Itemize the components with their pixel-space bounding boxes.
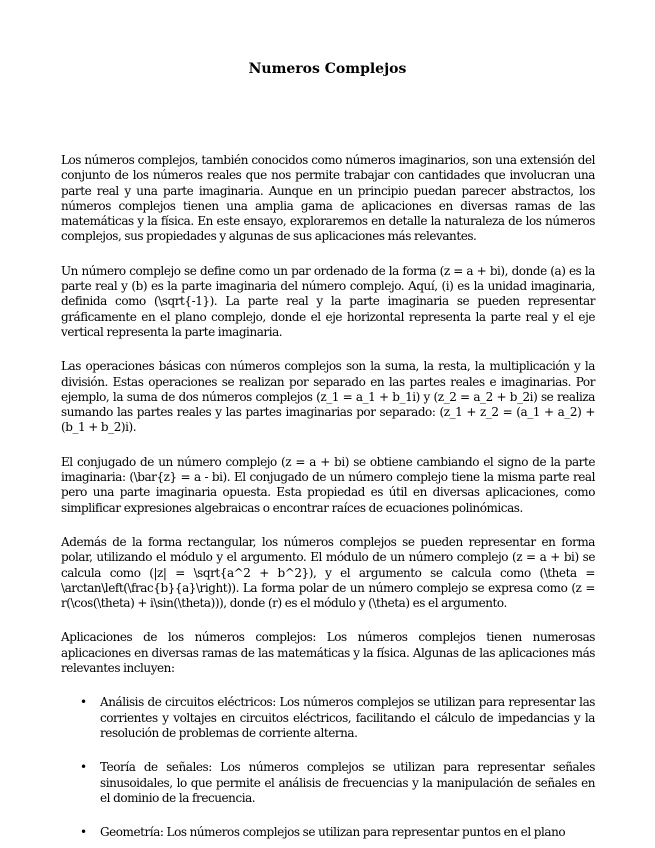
paragraph-intro: Los números complejos, también conocidos como números imaginarios, son una extensión del conjunto de los números reales que nos permite trabajar con cantidades que involucran una parte real y una parte imaginaria. Aunque en un principio puedan parecer abstractos, los números complejos tienen una amplia gama de aplicaciones en diversas ramas de las matemáticas y la física. En este ensayo, exploraremos en detalle la naturaleza de los números complejos, sus propiedades y algunas de sus aplicaciones más relevantes. — [61, 153, 595, 244]
bullet-icon: • — [80, 825, 87, 840]
list-item-signals — [61, 760, 595, 806]
bullet-icon: • — [80, 760, 87, 775]
paragraph-polar-form: Además de la forma rectangular, los números complejos se pueden representar en forma polar, utilizando el módulo y el argumento. El módulo de un número complejo (z = a + bi) se calcula como (|z| = \sqrt{a^2 + b^2}), y el argumento se calcula como (\theta = \arctan\left(\frac{b}{a}\right)). La forma polar de un número complejo se expresa como (z = r(\cos(\theta) + i\sin(\theta))), donde (r) es el módulo y (\theta) es el argumento. — [61, 534, 595, 611]
document-body — [61, 153, 595, 848]
document-title: Numeros Complejos — [248, 61, 407, 77]
paragraph-definition: Un número complejo se define como un par ordenado de la forma (z = a + bi), donde (a) es la parte real y (b) es la parte imaginaria del número complejo. Aquí, (i) es la unidad imaginaria, definida como (\sqrt{-1}). La parte real y la parte imaginaria se pueden representar gráficamente en el plano complejo, donde el eje horizontal representa la parte real y el eje vertical representa la parte imaginaria. — [61, 263, 595, 339]
paragraph-conjugate: El conjugado de un número complejo (z = a + bi) se obtiene cambiando el signo de la parte imaginaria: (\bar{z} = a - bi). El conjugado de un número complejo tiene la misma parte real pero una parte imaginaria opuesta. Esta propiedad es útil en diversas aplicaciones, como simplificar expresiones algebraicas o encontrar raíces de ecuaciones polinómicas. — [61, 454, 595, 515]
list-item-text: Geometría: Los números complejos se utilizan para representar puntos en el plano — [100, 825, 566, 840]
paragraph-applications: Aplicaciones de los números complejos: Los números complejos tienen numerosas aplicaciones en diversas ramas de las matemáticas y la física. Algunas de las aplicaciones más relevantes incluyen: — [61, 630, 595, 676]
applications-list — [61, 695, 595, 840]
bullet-icon: • — [80, 695, 87, 710]
paragraph-operations: Las operaciones básicas con números complejos son la suma, la resta, la multiplicación y la división. Estas operaciones se realizan por separado en las partes reales e imaginarias. Por ejemplo, la suma de dos números complejos (z_1 = a_1 + b_1i) y (z_2 = a_2 + b_2i) se realiza sumando las partes reales y las partes imaginarias por separado: (z_1 + z_2 = (a_1 + a_2) + (b_1 + b_2)i). — [61, 359, 595, 435]
list-item-geometry — [61, 825, 595, 840]
list-item-text: Análisis de circuitos eléctricos: Los números complejos se utilizan para representar las corrientes y voltajes en circuitos eléctricos, facilitando el cálculo de impedancias y la resolución de problemas de corriente alterna. — [100, 695, 595, 740]
list-item-circuits — [61, 695, 595, 741]
list-item-text: Teoría de señales: Los números complejos se utilizan para representar señales sinusoidales, lo que permite el análisis de frecuencias y la manipulación de señales en el dominio de la frecuencia. — [100, 760, 595, 805]
